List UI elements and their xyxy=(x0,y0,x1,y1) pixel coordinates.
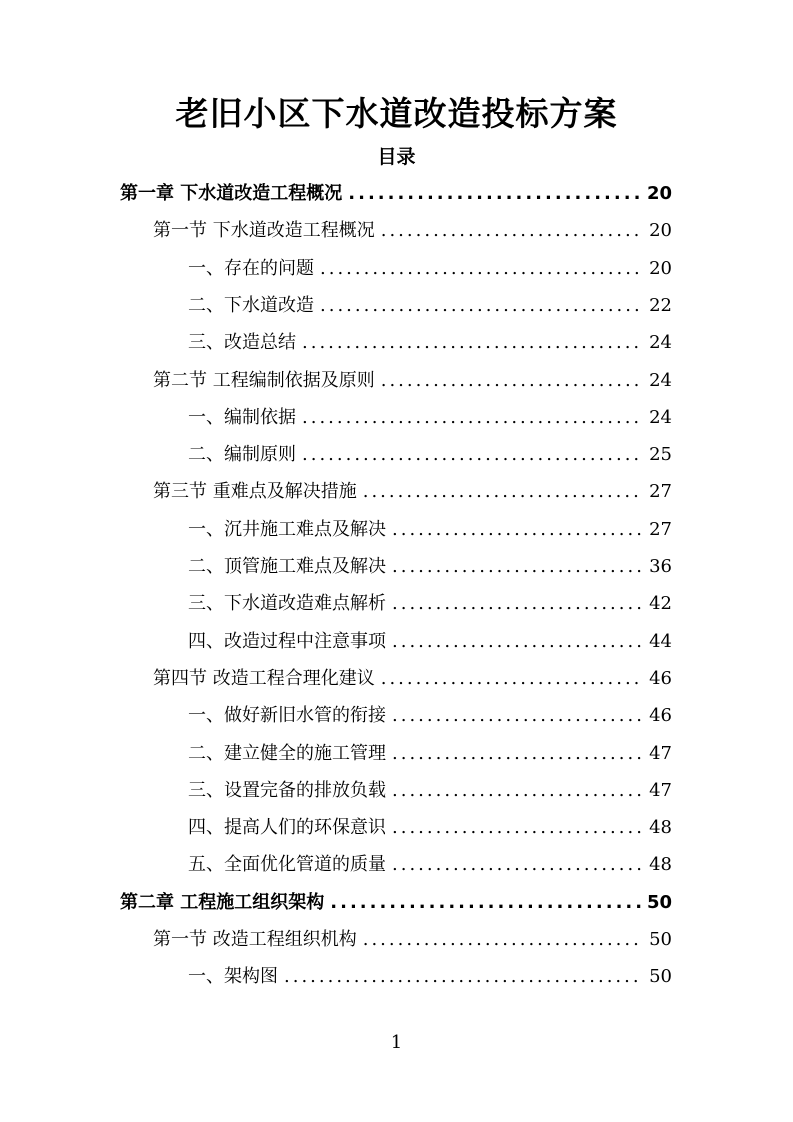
toc-dot-leader xyxy=(363,921,643,958)
document-title: 老旧小区下水道改造投标方案 xyxy=(175,94,618,133)
toc-entry-page: 50 xyxy=(649,966,672,988)
toc-entry-label: 二、编制原则 xyxy=(188,444,296,466)
toc-dot-leader xyxy=(392,585,643,622)
toc-entry[interactable] xyxy=(188,250,672,287)
toc-entry-label: 第一章 下水道改造工程概况 xyxy=(120,183,343,204)
toc-entry-page: 47 xyxy=(649,742,672,764)
toc-dot-leader xyxy=(381,212,643,249)
toc-entry[interactable] xyxy=(120,175,672,212)
toc-dot-leader xyxy=(302,399,643,436)
toc-dot-leader xyxy=(392,735,643,772)
toc-entry-page: 42 xyxy=(649,593,672,615)
toc-entry-page: 24 xyxy=(649,369,672,391)
toc-entry-label: 第一节 改造工程组织机构 xyxy=(153,929,357,950)
toc-entry[interactable] xyxy=(188,735,672,772)
toc-entry-label: 五、全面优化管道的质量 xyxy=(188,854,386,876)
toc-entry-label: 二、建立健全的施工管理 xyxy=(188,742,386,764)
toc-entry-page: 27 xyxy=(649,481,672,503)
toc-dot-leader xyxy=(381,362,643,399)
toc-entry[interactable] xyxy=(188,585,672,622)
toc-entry[interactable] xyxy=(153,362,672,399)
toc-entry[interactable] xyxy=(188,623,672,660)
toc-entry[interactable] xyxy=(120,884,672,921)
toc-entry-label: 三、设置完备的排放负载 xyxy=(188,779,386,801)
toc-entry-page: 44 xyxy=(649,630,672,652)
toc-dot-leader xyxy=(320,250,643,287)
toc-entry-page: 48 xyxy=(649,854,672,876)
toc-dot-leader xyxy=(392,809,643,846)
toc-entry-label: 一、存在的问题 xyxy=(188,257,314,279)
toc-entry-label: 第二节 工程编制依据及原则 xyxy=(153,369,375,391)
toc-entry[interactable] xyxy=(153,660,672,697)
toc-dot-leader xyxy=(392,511,643,548)
toc-heading: 目录 xyxy=(377,146,416,168)
toc-entry-label: 一、做好新旧水管的衔接 xyxy=(188,705,386,727)
toc-entry[interactable] xyxy=(188,846,672,883)
toc-dot-leader xyxy=(363,473,643,510)
toc-dot-leader xyxy=(392,548,643,585)
toc-entry-page: 24 xyxy=(649,332,672,354)
toc-entry-page: 48 xyxy=(649,817,672,839)
toc-entry[interactable] xyxy=(188,548,672,585)
toc-entry-page: 47 xyxy=(649,779,672,801)
toc-dot-leader xyxy=(302,324,643,361)
toc-entry[interactable] xyxy=(188,772,672,809)
toc-entry-page: 27 xyxy=(649,518,672,540)
toc-entry-label: 第三节 重难点及解决措施 xyxy=(153,481,357,503)
toc-dot-leader xyxy=(284,958,643,995)
toc-entry[interactable] xyxy=(188,511,672,548)
toc-entry-label: 一、架构图 xyxy=(188,966,278,988)
toc-entry-page: 46 xyxy=(649,705,672,727)
toc-entry[interactable] xyxy=(188,809,672,846)
toc-entry-label: 第二章 工程施工组织架构 xyxy=(120,891,325,913)
toc-dot-leader xyxy=(392,846,643,883)
toc-entry-page: 20 xyxy=(646,183,672,204)
toc-entry-label: 四、提高人们的环保意识 xyxy=(188,817,386,839)
toc-entry-page: 24 xyxy=(649,406,672,428)
toc-dot-leader xyxy=(330,884,641,921)
toc-entry-label: 三、改造总结 xyxy=(188,332,296,354)
toc-entry-page: 50 xyxy=(649,929,672,950)
toc-dot-leader xyxy=(392,623,643,660)
toc-entry-label: 一、沉井施工难点及解决 xyxy=(188,518,386,540)
toc-dot-leader xyxy=(392,772,643,809)
toc-entry-page: 36 xyxy=(649,556,672,577)
toc-entry-label: 二、下水道改造 xyxy=(188,294,314,316)
toc-entry-page: 20 xyxy=(649,220,672,242)
toc-dot-leader xyxy=(392,697,643,734)
toc-dot-leader xyxy=(348,175,641,212)
toc-dot-leader xyxy=(302,436,643,473)
toc-entry-label: 四、改造过程中注意事项 xyxy=(188,630,386,652)
toc-entry[interactable] xyxy=(188,436,672,473)
toc-entry-page: 25 xyxy=(649,444,672,466)
toc-entry-label: 二、顶管施工难点及解决 xyxy=(188,556,386,577)
toc-entry-page: 20 xyxy=(649,257,672,279)
toc-entry[interactable] xyxy=(188,287,672,324)
toc-entry[interactable] xyxy=(153,921,672,958)
toc-dot-leader xyxy=(320,287,643,324)
toc-entry-label: 第一节 下水道改造工程概况 xyxy=(153,220,375,242)
toc-entry[interactable] xyxy=(188,399,672,436)
toc-entry[interactable] xyxy=(188,324,672,361)
toc-entry[interactable] xyxy=(153,212,672,249)
toc-entry-page: 50 xyxy=(646,891,672,913)
toc-entry[interactable] xyxy=(153,473,672,510)
page-number: 1 xyxy=(390,1032,403,1053)
toc-entry[interactable] xyxy=(188,697,672,734)
toc-entry[interactable] xyxy=(188,958,672,995)
toc-entry-page: 46 xyxy=(649,667,672,689)
toc-entry-label: 第四节 改造工程合理化建议 xyxy=(153,667,375,689)
toc-entry-label: 一、编制依据 xyxy=(188,406,296,428)
toc-dot-leader xyxy=(381,660,643,697)
toc-entry-page: 22 xyxy=(649,294,672,316)
toc-entry-label: 三、下水道改造难点解析 xyxy=(188,593,386,615)
